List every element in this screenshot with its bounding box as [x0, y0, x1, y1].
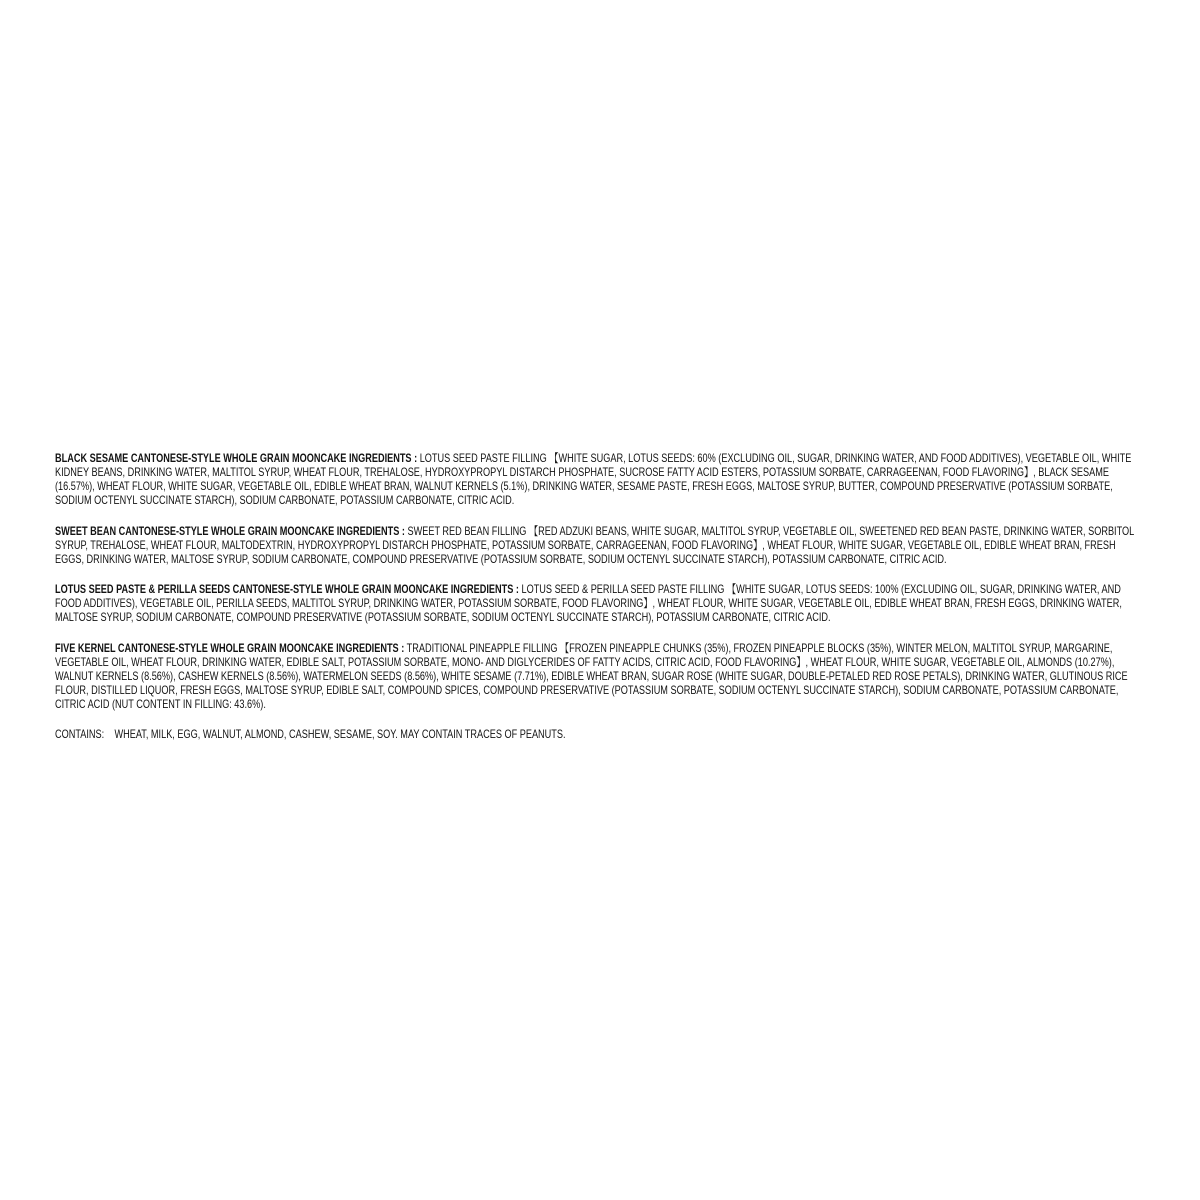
allergen-statement — [55, 728, 1144, 742]
ingredients-section-lotus-perilla — [55, 583, 1144, 625]
ingredients-section-five-kernel — [55, 642, 1144, 712]
section-body-five-kernel: TRADITIONAL PINEAPPLE FILLING 【FROZEN PINEAPPLE CHUNKS (35%), FROZEN PINEAPPLE BLOCKS (35%), WINTER MELON, MALTITOL SYRUP, MARGARINE, VEGETABLE OIL, WHEAT FLOUR, DRINKING WATER, EDIBLE SALT, POTASSIUM SORBATE, MONO- AND DIGLYCERIDES OF FATTY ACIDS, CITRIC ACID, FOOD FLAVORING】, WHEAT FLOUR, WHITE SUGAR, VEGETABLE OIL, ALMONDS (10.27%), WALNUT KERNELS (8.56%), CASHEW KERNELS (8.56%), WATERMELON SEEDS (8.56%), WHITE SESAME (7.71%), EDIBLE WHEAT BRAN, SUGAR ROSE (WHITE SUGAR, DOUBLE-PETALED RED ROSE PETALS), DRINKING WATER, GLUTINOUS RICE FLOUR, DISTILLED LIQUOR, FRESH EGGS, MALTOSE SYRUP, EDIBLE SALT, COMPOUND SPICES, COMPOUND PRESERVATIVE (POTASSIUM SORBATE, SODIUM OCTENYL SUCCINATE STARCH), SODIUM CARBONATE, POTASSIUM CARBONATE, CITRIC ACID (NUT CONTENT IN FILLING: 43.6%). — [55, 641, 1128, 711]
section-body-lotus-perilla: LOTUS SEED & PERILLA SEED PASTE FILLING 【WHITE SUGAR, LOTUS SEEDS: 100% (EXCLUDING OIL, SUGAR, DRINKING WATER, AND FOOD ADDITIVES), VEGETABLE OIL, PERILLA SEEDS, MALTITOL SYRUP, DRINKING WATER, POTASSIUM SORBATE, FOOD FLAVORING】, WHEAT FLOUR, WHITE SUGAR, VEGETABLE OIL, EDIBLE WHEAT BRAN, FRESH EGGS, DRINKING WATER, MALTOSE SYRUP, SODIUM CARBONATE, COMPOUND PRESERVATIVE (POTASSIUM SORBATE, SODIUM OCTENYL SUCCINATE STARCH), POTASSIUM CARBONATE, CITRIC ACID. — [55, 583, 1122, 624]
allergen-body: WHEAT, MILK, EGG, WALNUT, ALMOND, CASHEW, SESAME, SOY. MAY CONTAIN TRACES OF PEANUTS. — [114, 728, 566, 741]
ingredients-section-black-sesame — [55, 452, 1144, 508]
section-heading-sweet-bean: SWEET BEAN CANTONESE-STYLE WHOLE GRAIN MOONCAKE INGREDIENTS : — [55, 524, 405, 538]
section-body-black-sesame: LOTUS SEED PASTE FILLING 【WHITE SUGAR, LOTUS SEEDS: 60% (EXCLUDING OIL, SUGAR, DRINKING WATER, AND FOOD ADDITIVES), VEGETABLE OIL, WHITE KIDNEY BEANS, DRINKING WATER, MALTITOL SYRUP, WHEAT FLOUR, TREHALOSE, HYDROXYPROPYL DISTARCH PHOSPHATE, SUCROSE FATTY ACID ESTERS, POTASSIUM SORBATE, CARRAGEENAN, FOOD FLAVORING】, BLACK SESAME (16.57%), WHEAT FLOUR, WHITE SUGAR, VEGETABLE OIL, EDIBLE WHEAT BRAN, WALNUT KERNELS (5.1%), DRINKING WATER, SESAME PASTE, FRESH EGGS, MALTOSE SYRUP, BUTTER, COMPOUND PRESERVATIVE (POTASSIUM SORBATE, SODIUM OCTENYL SUCCINATE STARCH), SODIUM CARBONATE, POTASSIUM CARBONATE, CITRIC ACID. — [55, 452, 1132, 507]
ingredients-section-sweet-bean — [55, 525, 1144, 567]
section-heading-lotus-perilla: LOTUS SEED PASTE & PERILLA SEEDS CANTONESE-STYLE WHOLE GRAIN MOONCAKE INGREDIENTS : — [55, 583, 519, 596]
section-body-sweet-bean: SWEET RED BEAN FILLING 【RED ADZUKI BEANS, WHITE SUGAR, MALTITOL SYRUP, VEGETABLE OIL, SWEETENED RED BEAN PASTE, DRINKING WATER, SORBITOL SYRUP, TREHALOSE, WHEAT FLOUR, MALTODEXTRIN, HYDROXYPROPYL DISTARCH PHOSPHATE, POTASSIUM SORBATE, CARRAGEENAN, FOOD FLAVORING】, WHEAT FLOUR, WHITE SUGAR, VEGETABLE OIL, EDIBLE WHEAT BRAN, FRESH EGGS, DRINKING WATER, MALTOSE SYRUP, SODIUM CARBONATE, COMPOUND PRESERVATIVE (POTASSIUM SORBATE, SODIUM OCTENYL SUCCINATE STARCH), POTASSIUM CARBONATE, CITRIC ACID. — [55, 524, 1134, 566]
section-heading-five-kernel: FIVE KERNEL CANTONESE-STYLE WHOLE GRAIN MOONCAKE INGREDIENTS : — [55, 641, 405, 655]
ingredients-label — [55, 452, 1144, 742]
allergen-label: CONTAINS: — [55, 728, 105, 741]
section-heading-black-sesame: BLACK SESAME CANTONESE-STYLE WHOLE GRAIN MOONCAKE INGREDIENTS : — [55, 452, 418, 465]
